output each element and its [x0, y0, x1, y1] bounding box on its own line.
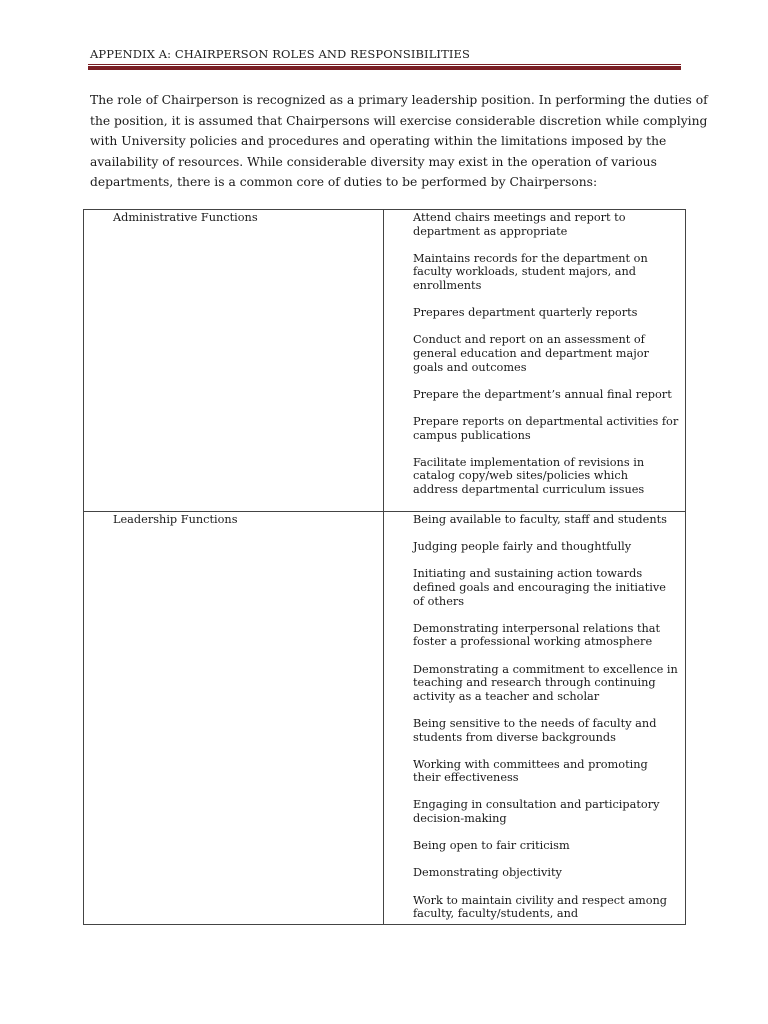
- duty-item-line: department as appropriate: [413, 224, 568, 238]
- duty-item-line: decision-making: [413, 812, 507, 826]
- duty-item: [413, 798, 681, 825]
- intro-line: departments, there is a common core of duties to be performed by Chairpersons:: [90, 175, 598, 190]
- duty-item-line: foster a professional working atmosphere: [413, 635, 653, 649]
- row-label-leadership: Leadership Functions: [84, 512, 384, 924]
- appendix-title: APPENDIX A: CHAIRPERSON ROLES AND RESPONSIBILITIES: [90, 47, 470, 61]
- duty-item-line: Judging people fairly and thoughtfully: [413, 540, 632, 554]
- duty-item-line: Initiating and sustaining action towards: [413, 567, 643, 581]
- duty-item-line: Engaging in consultation and participatory: [413, 798, 660, 812]
- duty-item-line: defined goals and encouraging the initiative: [413, 580, 666, 594]
- duty-item-line: Demonstrating objectivity: [413, 866, 562, 880]
- duty-item-line: Prepares department quarterly reports: [413, 306, 638, 320]
- duty-item-line: students from diverse backgrounds: [413, 730, 616, 744]
- duty-item-line: faculty workloads, student majors, and: [413, 265, 637, 279]
- duty-item-line: Work to maintain civility and respect among: [413, 893, 668, 907]
- duty-item-line: Being available to faculty, staff and students: [413, 513, 667, 526]
- duty-item-line: goals and outcomes: [413, 360, 527, 374]
- duty-item-line: faculty, faculty/students, and: [413, 907, 579, 921]
- duty-item-line: Being open to fair criticism: [413, 839, 570, 853]
- duty-item: [413, 252, 681, 293]
- duty-item: [413, 717, 681, 744]
- header-divider-thick: [88, 66, 681, 70]
- duty-item: [413, 306, 681, 320]
- duties-list-leadership: [384, 512, 685, 924]
- duty-item-line: address departmental curriculum issues: [413, 482, 645, 496]
- duty-item: [413, 894, 681, 921]
- duties-list-administrative: [384, 210, 685, 511]
- duty-item: [413, 839, 681, 853]
- table-row-administrative: [84, 210, 685, 511]
- header-divider: [88, 64, 681, 70]
- duty-item-line: Demonstrating interpersonal relations that: [413, 621, 661, 635]
- duty-item-line: Working with committees and promoting: [413, 757, 648, 771]
- duty-item-line: Prepare the department’s annual final report: [413, 387, 672, 401]
- duty-item: [413, 513, 681, 527]
- duty-item: [413, 333, 681, 374]
- duty-item-line: enrollments: [413, 278, 482, 292]
- intro-line: The role of Chairperson is recognized as a primary leadership position. In performing the duties of: [90, 93, 708, 107]
- duty-item-line: Demonstrating a commitment to excellence in: [413, 662, 678, 676]
- duty-item: [413, 622, 681, 649]
- duty-item-line: activity as a teacher and scholar: [413, 689, 600, 703]
- intro-line: the position, it is assumed that Chairpersons will exercise considerable discretion while complying: [90, 113, 708, 128]
- duty-item: [413, 388, 681, 402]
- duty-item: [413, 211, 681, 238]
- duty-item: [413, 663, 681, 704]
- duty-item-line: Facilitate implementation of revisions in: [413, 455, 645, 469]
- intro-line: availability of resources. While considerable diversity may exist in the operation of various: [90, 154, 657, 169]
- duty-item: [413, 567, 681, 608]
- duty-item: [413, 540, 681, 554]
- duty-item: [413, 758, 681, 785]
- duty-item: [413, 456, 681, 497]
- header-divider-thin: [88, 64, 681, 65]
- duty-item: [413, 415, 681, 442]
- intro-line: with University policies and procedures and operating within the limitations imposed by the: [90, 134, 667, 149]
- duty-item-line: campus publications: [413, 428, 531, 442]
- duty-item-line: Prepare reports on departmental activities for: [413, 414, 679, 428]
- duty-item-line: teaching and research through continuing: [413, 676, 656, 690]
- duties-table: [83, 209, 686, 925]
- intro-paragraph: [90, 90, 708, 193]
- duty-item-line: Being sensitive to the needs of faculty and: [413, 716, 657, 730]
- duty-item-line: Conduct and report on an assessment of: [413, 333, 645, 347]
- duty-item-line: their effectiveness: [413, 771, 519, 785]
- row-label-administrative: Administrative Functions: [84, 210, 384, 511]
- duty-item-line: catalog copy/web sites/policies which: [413, 469, 628, 483]
- duty-item-line: Maintains records for the department on: [413, 251, 648, 265]
- table-row-leadership: [84, 511, 685, 924]
- duty-item-line: Attend chairs meetings and report to: [413, 211, 626, 224]
- duty-item-line: general education and department major: [413, 346, 649, 360]
- duty-item-line: of others: [413, 594, 465, 608]
- duty-item: [413, 866, 681, 880]
